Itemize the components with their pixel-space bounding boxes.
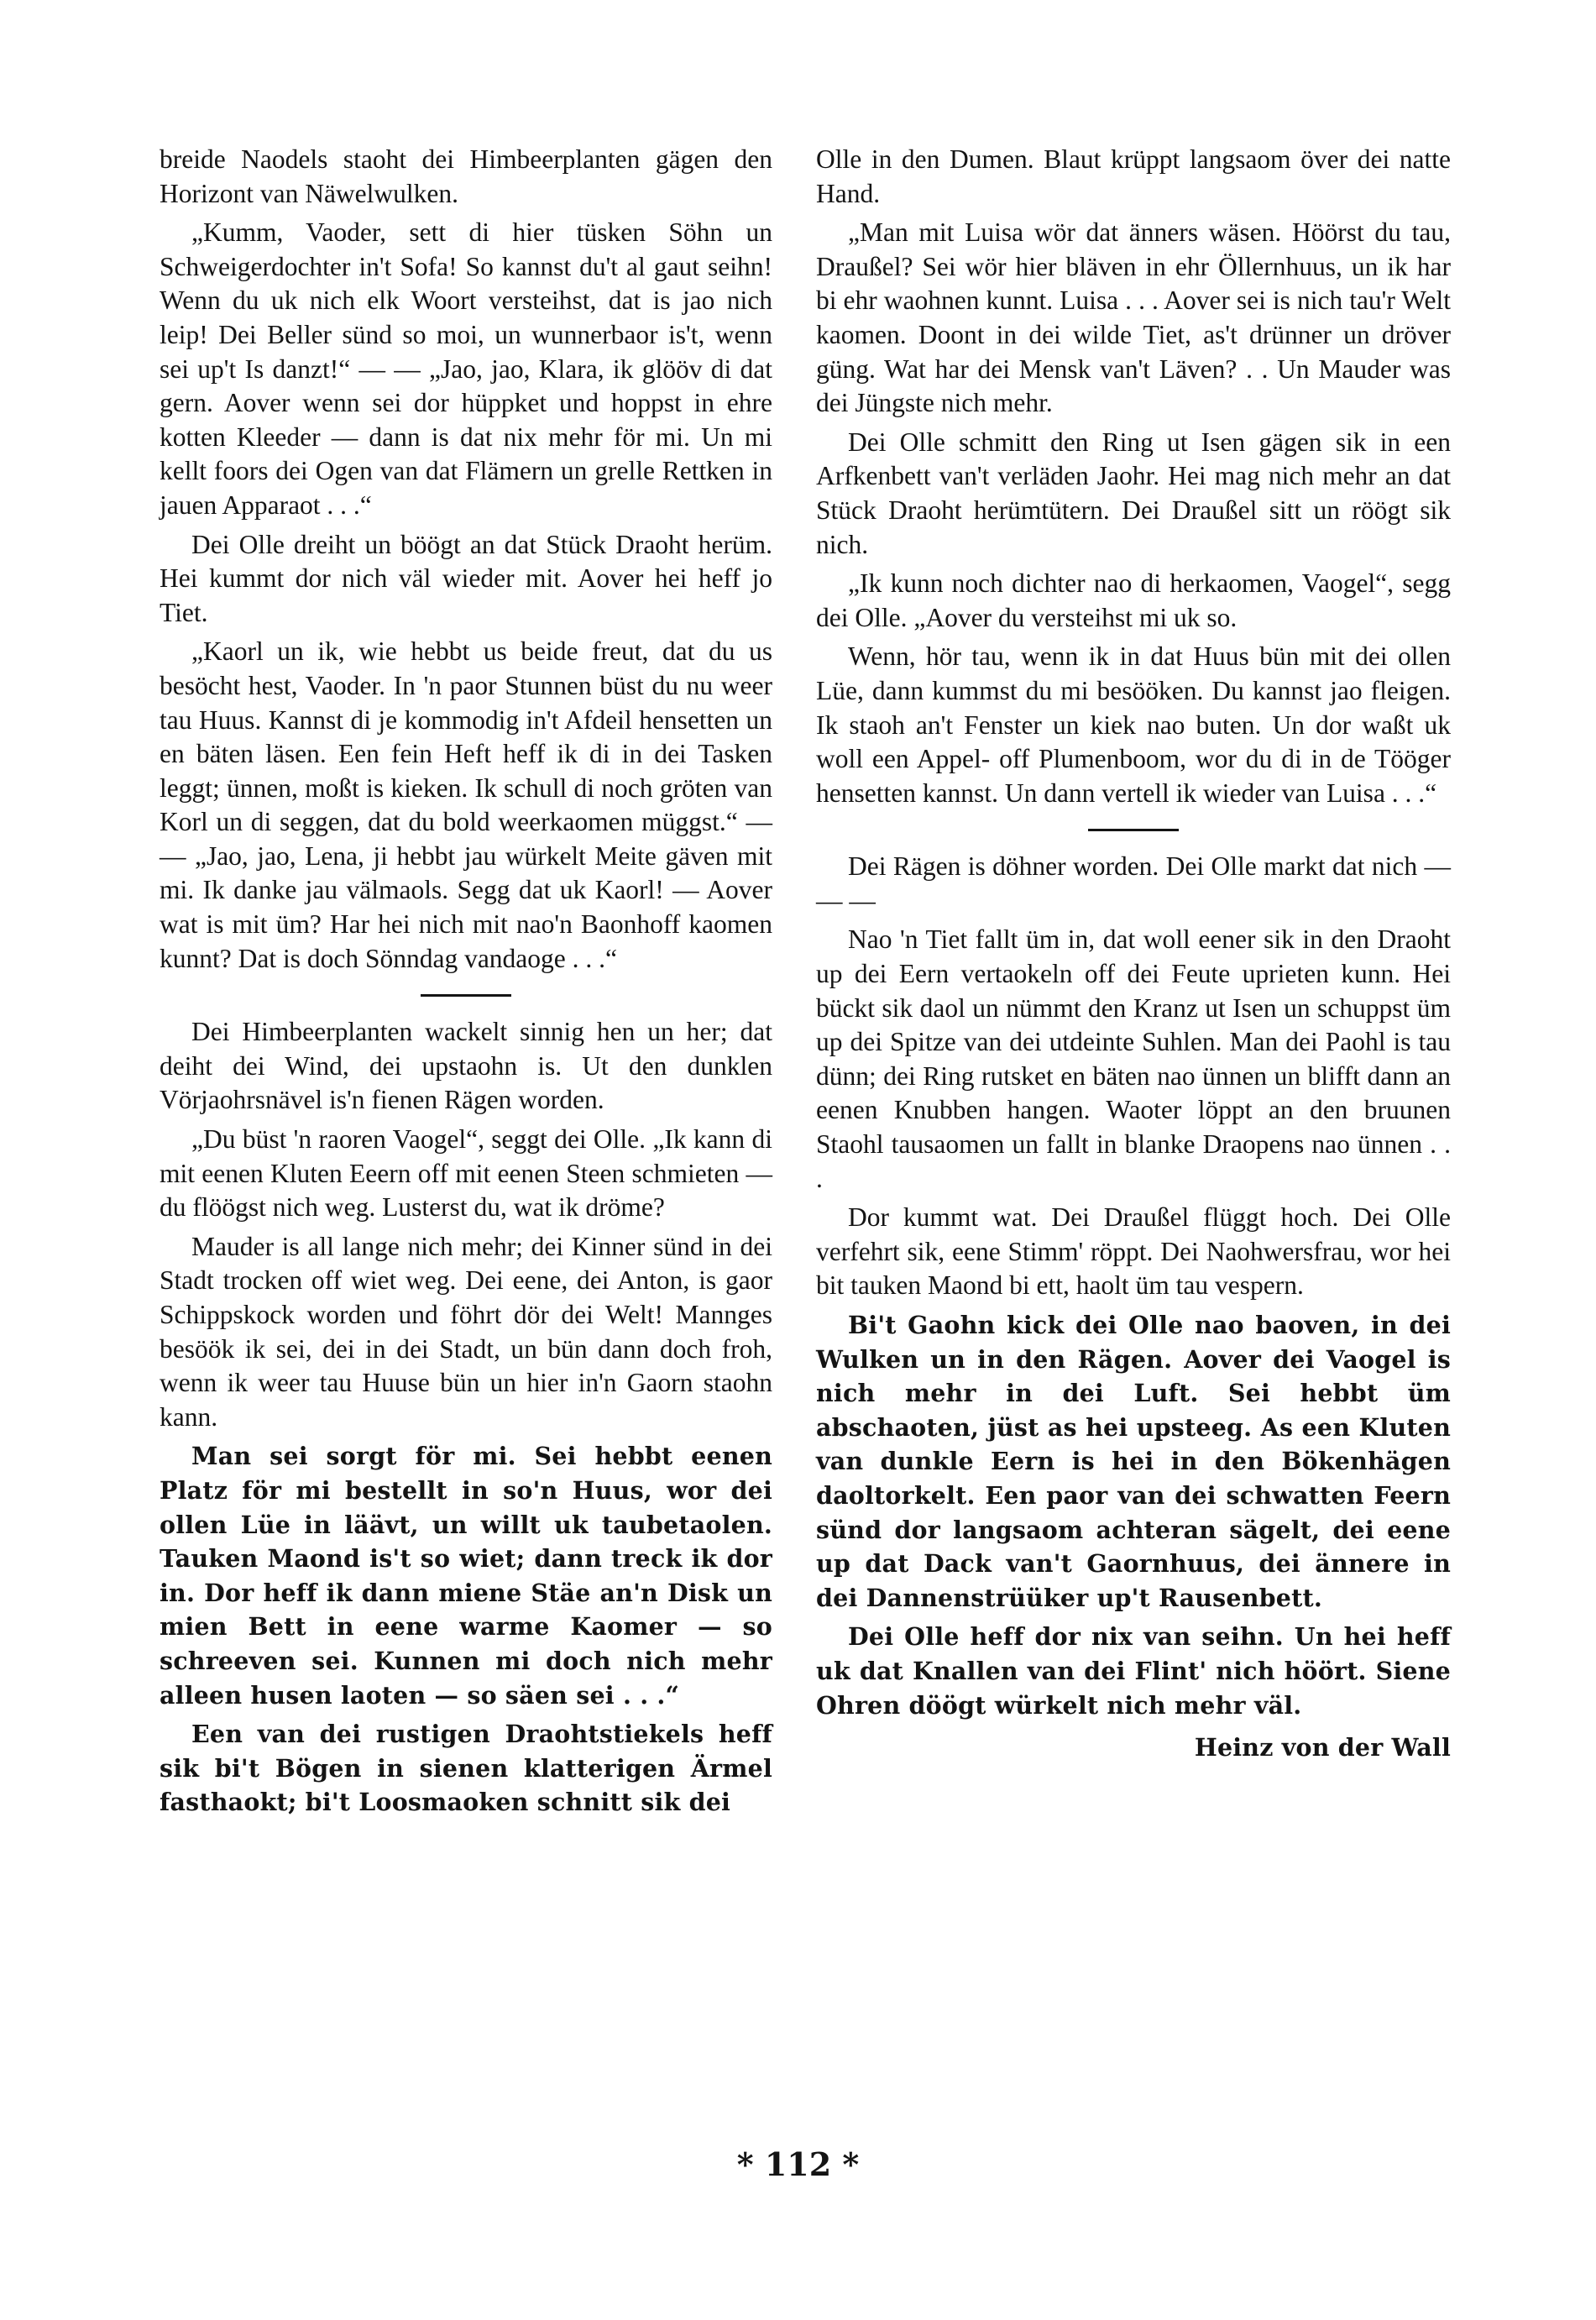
right-text-column	[816, 143, 1451, 1770]
right-column-paragraph: Dei Rägen is döhner worden. Dei Olle markt dat nich — — —	[816, 851, 1451, 915]
right-column-paragraph: „Man mit Luisa wör dat änners wäsen. Höörst du tau, Draußel? Sei wör hier bläven in ehr Öllernhuus, un ik har bi ehr waohnen kunnt. Luisa . . . Aover sei is nich tau'r Welt kaomen. Doont in dei wilde Tiet, as't drünner un dröver güng. Wat har dei Mensk van't Läven? . . Un Mauder was dei Jüngste nich mehr.	[816, 217, 1451, 418]
author-signature: Heinz von der Wall	[1194, 1733, 1451, 1762]
left-column-paragraph: Dei Himbeerplanten wackelt sinnig hen un her; dat deiht dei Wind, dei upstaohn is. Ut den dunklen Vörjaohrsnävel is'n fienen Rägen worden.	[160, 1017, 772, 1115]
right-column-paragraph: Dei Olle schmitt den Ring ut Isen gägen sik in een Arfkenbett van't verläden Jaohr. Hei mag nich mehr an dat Stück Draoht herümtütern. Dei Draußel sitt un röögt sik nich.	[816, 427, 1451, 559]
right-column-paragraph: Bi't Gaohn kick dei Olle nao baoven, in dei Wulken un in den Rägen. Aover dei Vaogel is nich mehr in dei Luft. Sei hebbt üm abschaoten, jüst as hei upsteeg. As een Kluten van dunkle Eern is hei in den Bökenhägen daoltorkelt. Een paor van dei schwatten Feern sünd dor langsaom achteran sägelt, dei eene up dat Dack van't Gaornhuus, dei ännere in dei Dannenstrüüker up't Rausenbett.	[816, 1311, 1451, 1612]
left-column-paragraph: Mauder is all lange nich mehr; dei Kinner sünd in dei Stadt trocken off wiet weg. Dei eene, dei Anton, is gaor Schippskock worden und föhrt dör dei Welt! Mannges besöök ik sei, dei in dei Stadt, un bün dann doch froh, wenn ik weer tau Huuse bün un hier in'n Gaorn staohn kann.	[160, 1231, 772, 1432]
section-divider	[421, 994, 511, 997]
page-number: * 112 *	[736, 2145, 860, 2183]
left-column-paragraph: Man sei sorgt för mi. Sei hebbt eenen Platz för mi bestellt in so'n Huus, wor dei ollen Lüe in läävt, un willt uk taubetaolen. Tauken Maond is't so wiet; dann treck ik dor in. Dor heff ik dann miene Stäe an'n Disk un mien Bett in eene warme Kaomer — so schreeven sei. Kunnen mi doch nich mehr alleen husen laoten — so säen sei . . .“	[160, 1442, 772, 1710]
right-column-paragraph: Olle in den Dumen. Blaut krüppt langsaom över dei natte Hand.	[816, 144, 1451, 208]
left-column-paragraph: Een van dei rustigen Draohtstiekels heff sik bi't Bögen in sienen klatterigen Ärmel fasthaokt; bi't Loosmaoken schnitt sik dei	[160, 1720, 772, 1817]
left-column-paragraph: „Du büst 'n raoren Vaogel“, seggt dei Olle. „Ik kann di mit eenen Kluten Eeern off mit eenen Steen schmieten — du flöögst nich weg. Lusterst du, wat ik dröme?	[160, 1124, 772, 1223]
section-divider	[1088, 829, 1179, 831]
left-text-column	[160, 143, 772, 1825]
right-column-paragraph: Nao 'n Tiet fallt üm in, dat woll eener sik in den Draoht up dei Eern vertaokeln off dei Feute uprieten kunn. Hei bückt sik daol un nümmt den Kranz ut Isen un schuppst üm up dei Spitze van dei utdeinte Suhlen. Man dei Paohl is tau dünn; dei Ring rutsket en bäten nao ünnen un blifft dann an eenen Knubben hangen. Waoter löppt an den bruunen Staohl tausaomen un fallt in blanke Draopens nao ünnen . . .	[816, 924, 1451, 1193]
right-column-paragraph: Dei Olle heff dor nix van seihn. Un hei heff uk dat Knallen van dei Flint' nich höört. Siene Ohren döögt würkelt nich mehr väl.	[816, 1622, 1451, 1720]
right-column-paragraph: Wenn, hör tau, wenn ik in dat Huus bün mit dei ollen Lüe, dann kummst du mi besööken. Du kannst jao fleigen. Ik staoh an't Fenster un kiek nao buten. Un dor waßt uk woll een Appel- off Plumenboom, wor du di in de Tööger hensetten kannst. Un dann vertell ik wieder van Luisa . . .“	[816, 642, 1451, 808]
right-column-paragraph: Dor kummt wat. Dei Draußel flüggt hoch. Dei Olle verfehrt sik, eene Stimm' röppt. Dei Naohwersfrau, wor hei bit tauken Maond bi ett, haolt üm tau vespern.	[816, 1202, 1451, 1301]
left-column-paragraph: breide Naodels staoht dei Himbeerplanten gägen den Horizont van Näwelwulken.	[160, 144, 772, 208]
left-column-paragraph: „Kaorl un ik, wie hebbt us beide freut, dat du us besöcht hest, Vaoder. In 'n paor Stunnen büst du nu weer tau Huus. Kannst di je kommodig in't Afdeil hensetten un en bäten läsen. Een fein Heft heff ik di in dei Tasken leggt; ünnen, moßt is kieken. Ik schull di noch gröten van Korl un di seggen, dat du bold weerkaomen müggst.“ — — „Jao, jao, Lena, ji hebbt jau würkelt Meite gäven mit mi. Ik danke jau välmaols. Segg dat uk Kaorl! — Aover wat is mit üm? Har hei nich mit nao'n Baonhoff kaomen kunnt? Dat is doch Sönndag vandaoge . . .“	[160, 636, 772, 973]
right-column-paragraph: „Ik kunn noch dichter nao di herkaomen, Vaogel“, segg dei Olle. „Aover du versteihst mi uk so.	[816, 568, 1451, 632]
left-column-paragraph: Dei Olle dreiht un böögt an dat Stück Draoht herüm. Hei kummt dor nich väl wieder mit. Aover hei heff jo Tiet.	[160, 529, 772, 627]
left-column-paragraph: „Kumm, Vaoder, sett di hier tüsken Söhn un Schweigerdochter in't Sofa! So kannst du't al gaut seihn! Wenn du uk nich elk Woort versteihst, dat is jao nich leip! Dei Beller sünd so moi, un wunnerbaor is't, wenn sei up't Is danzt!“ — — „Jao, jao, Klara, ik glööv di dat gern. Aover wenn sei dor hüppket und hoppst in ehre kotten Kleeder — dann is dat nix mehr för mi. Un mi kellt foors dei Ogen van dat Flämern un grelle Rettken in jauen Apparaot . . .“	[160, 217, 772, 520]
